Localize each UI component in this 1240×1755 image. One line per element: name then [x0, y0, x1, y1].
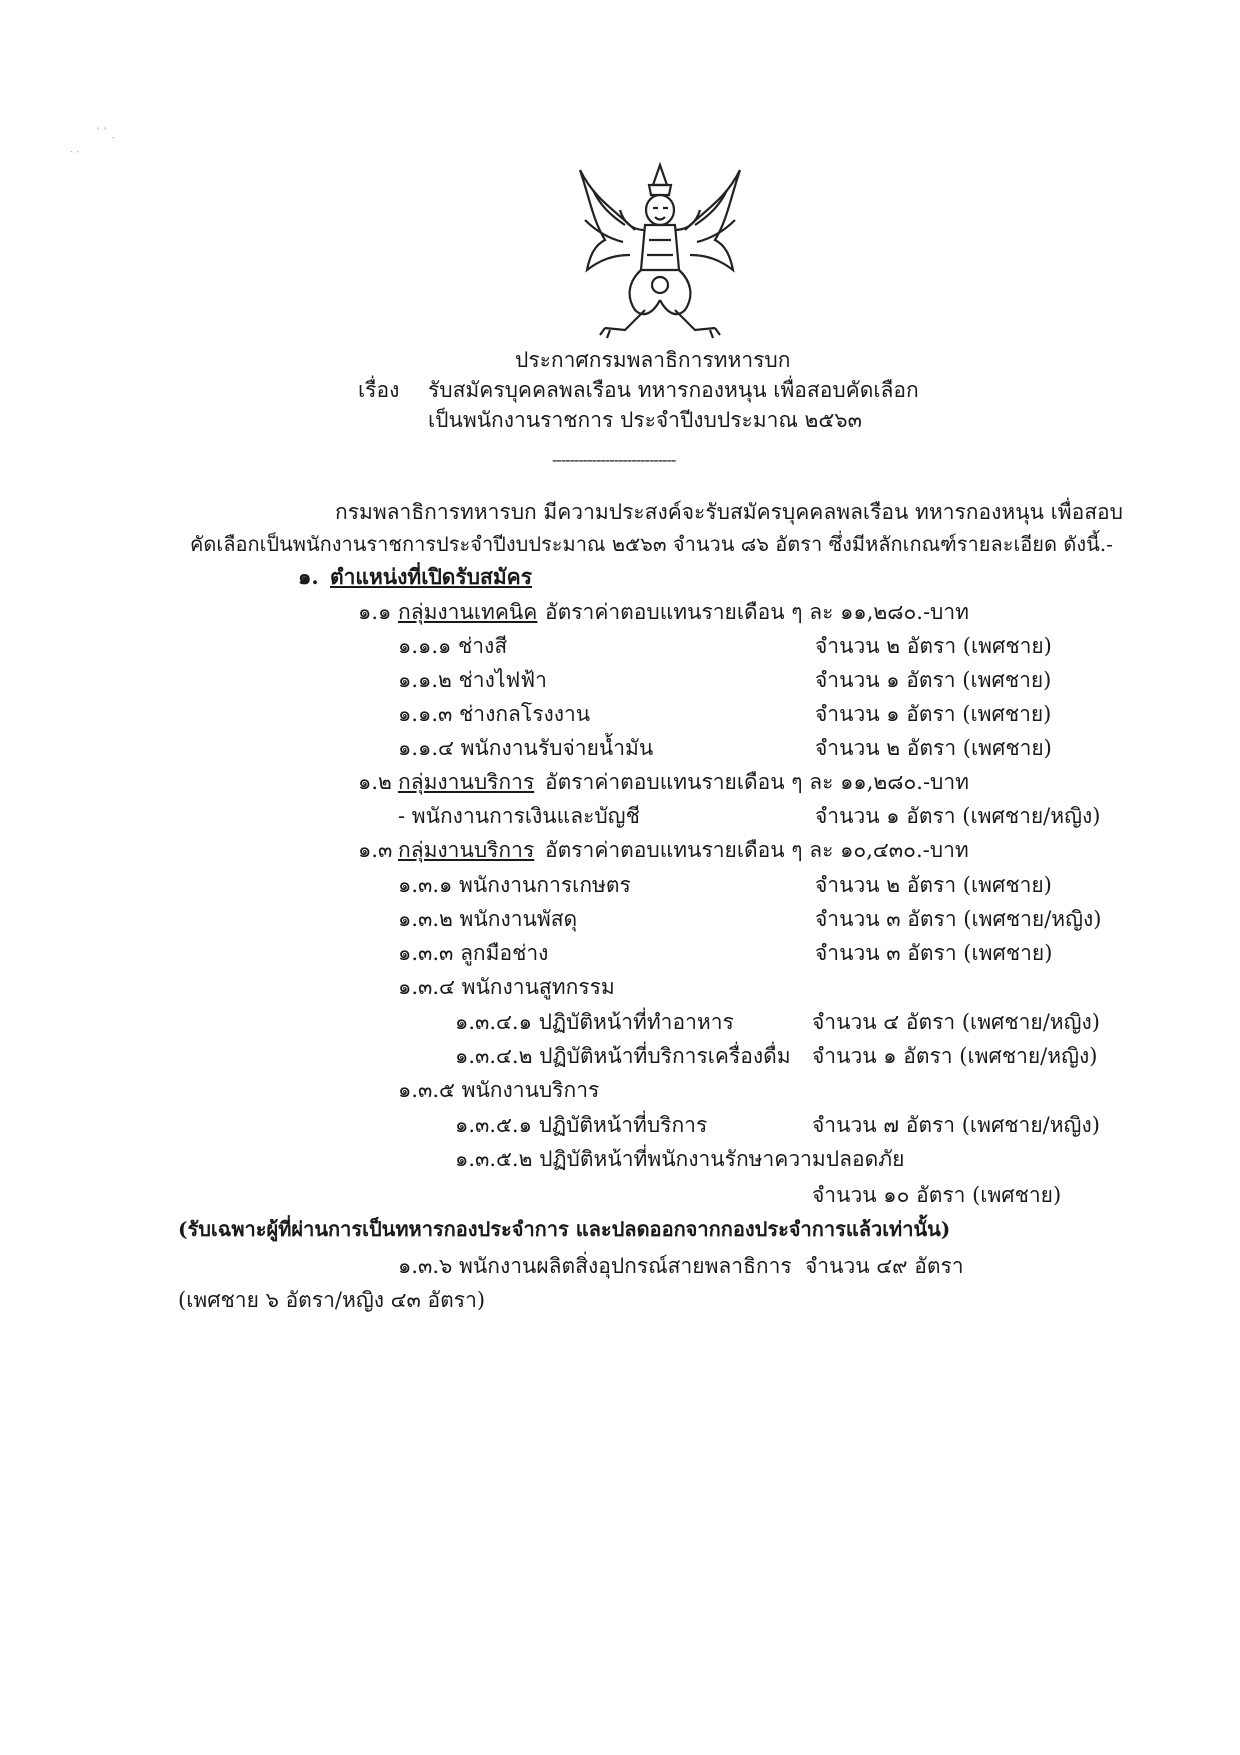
section-number: ๑.: [298, 564, 319, 589]
group-name: กลุ่มงานเทคนิค: [398, 600, 538, 624]
position-count: จำนวน ๑ อัตรา (เพศชาย/หญิง): [815, 804, 1101, 828]
eligibility-note: (รับเฉพาะผู้ที่ผ่านการเป็นทหารกองประจำการ และปลดออกจากกองประจำการแล้วเท่านั้น): [178, 1217, 951, 1241]
position-label: - พนักงานการเงินและบัญชี: [398, 804, 640, 828]
position-label: ๑.๓.๕.๒ ปฏิบัติหน้าที่พนักงานรักษาความปลอดภัย: [455, 1147, 905, 1171]
subject-line-2: เป็นพนักงานราชการ ประจำปีงบประมาณ ๒๕๖๓: [428, 408, 862, 432]
position-detail: (เพศชาย ๖ อัตรา/หญิง ๔๓ อัตรา): [178, 1288, 486, 1312]
group-number: ๑.๓: [358, 838, 393, 862]
subject-line-1: รับสมัครบุคคลพลเรือน ทหารกองหนุน เพื่อสอบคัดเลือก: [428, 378, 919, 402]
subject-label: เรื่อง: [358, 378, 400, 402]
announcement-title: ประกาศกรมพลาธิการทหารบก: [515, 348, 791, 372]
position-count: จำนวน ๗ อัตรา (เพศชาย/หญิง): [812, 1113, 1100, 1137]
position-count: จำนวน ๓ อัตรา (เพศชาย/หญิง): [815, 907, 1102, 931]
group-number: ๑.๑: [358, 600, 392, 624]
position-label: ๑.๑.๔ พนักงานรับจ่ายน้ำมัน: [398, 736, 654, 760]
group-number: ๑.๒: [358, 770, 392, 794]
position-label: ๑.๓.๑ พนักงานการเกษตร: [398, 873, 631, 897]
scan-speck: ˏ ˎ: [70, 142, 80, 153]
scan-speck: ˊ ˋ ˏ: [95, 128, 115, 139]
position-label: ๑.๓.๔.๒ ปฏิบัติหน้าที่บริการเครื่องดื่ม: [455, 1044, 791, 1068]
header-divider: ----------------------------: [552, 450, 676, 469]
position-count: จำนวน ๓ อัตรา (เพศชาย): [815, 941, 1053, 965]
position-label: ๑.๓.๖ พนักงานผลิตสิ่งอุปกรณ์สายพลาธิการ: [398, 1254, 792, 1278]
position-count: จำนวน ๔๙ อัตรา: [805, 1254, 964, 1278]
position-count: จำนวน ๒ อัตรา (เพศชาย): [815, 873, 1052, 897]
intro-line-2: คัดเลือกเป็นพนักงานราชการประจำปีงบประมาณ ๒๕๖๓ จำนวน ๘๖ อัตรา ซึ่งมีหลักเกณฑ์รายละเอียด ดังนี้.-: [190, 532, 1113, 556]
group-name: กลุ่มงานบริการ: [398, 838, 535, 862]
position-label: ๑.๓.๔.๑ ปฏิบัติหน้าที่ทำอาหาร: [455, 1010, 734, 1034]
position-label: ๑.๓.๔ พนักงานสูทกรรม: [398, 975, 615, 999]
position-label: ๑.๓.๕.๑ ปฏิบัติหน้าที่บริการ: [455, 1113, 708, 1137]
position-label: ๑.๓.๓ ลูกมือช่าง: [398, 941, 549, 965]
position-label: ๑.๑.๑ ช่างสี: [398, 634, 508, 658]
position-label: ๑.๓.๒ พนักงานพัสดุ: [398, 907, 578, 931]
position-count: จำนวน ๑๐ อัตรา (เพศชาย): [812, 1183, 1062, 1207]
position-count: จำนวน ๑ อัตรา (เพศชาย): [815, 668, 1052, 692]
position-label: ๑.๑.๓ ช่างกลโรงงาน: [398, 702, 591, 726]
position-count: จำนวน ๒ อัตรา (เพศชาย): [815, 736, 1052, 760]
position-count: จำนวน ๑ อัตรา (เพศชาย/หญิง): [812, 1044, 1098, 1068]
position-count: จำนวน ๒ อัตรา (เพศชาย): [815, 634, 1052, 658]
garuda-emblem-icon: [575, 160, 745, 340]
group-rate: อัตราค่าตอบแทนรายเดือน ๆ ละ ๑๐,๔๓๐.-บาท: [545, 838, 969, 862]
group-rate: อัตราค่าตอบแทนรายเดือน ๆ ละ ๑๑,๒๘๐.-บาท: [545, 600, 970, 624]
position-label: ๑.๓.๕ พนักงานบริการ: [398, 1078, 600, 1102]
group-name: กลุ่มงานบริการ: [398, 770, 535, 794]
position-count: จำนวน ๑ อัตรา (เพศชาย): [815, 702, 1052, 726]
position-count: จำนวน ๔ อัตรา (เพศชาย/หญิง): [812, 1010, 1100, 1034]
intro-line-1: กรมพลาธิการทหารบก มีความประสงค์จะรับสมัครบุคคลพลเรือน ทหารกองหนุน เพื่อสอบ: [335, 500, 1123, 524]
position-label: ๑.๑.๒ ช่างไฟฟ้า: [398, 668, 547, 692]
group-rate: อัตราค่าตอบแทนรายเดือน ๆ ละ ๑๑,๒๘๐.-บาท: [545, 770, 970, 794]
section-title: ตำแหน่งที่เปิดรับสมัคร: [330, 564, 533, 589]
